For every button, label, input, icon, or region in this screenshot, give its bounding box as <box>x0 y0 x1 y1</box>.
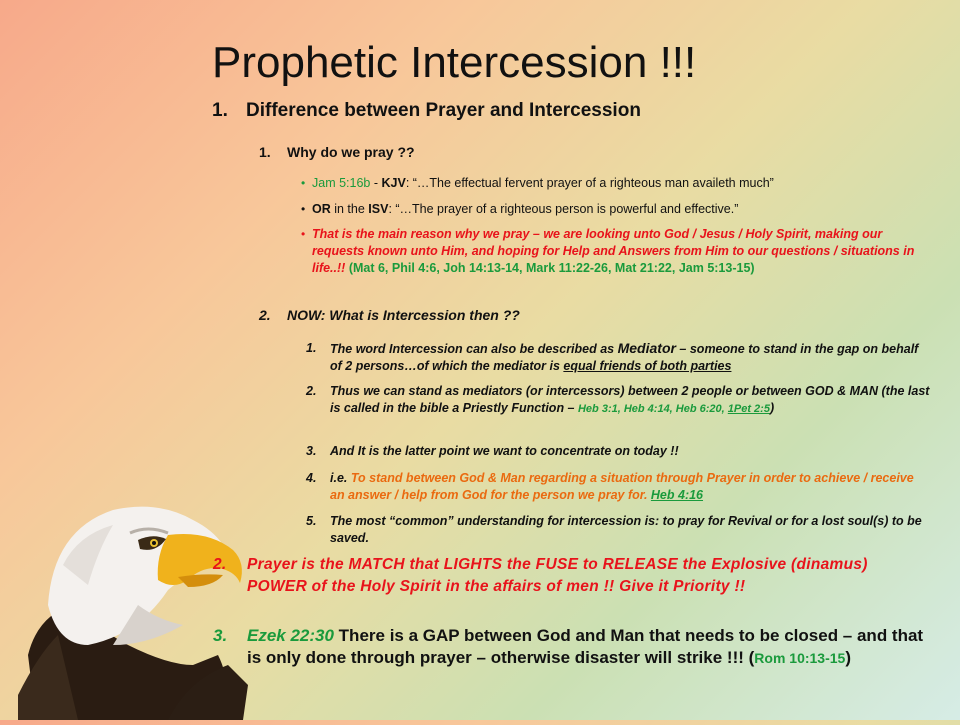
bullet-dot-icon: • <box>301 227 306 241</box>
quote-isv: : “…The prayer of a righteous person is powerful and effective.” <box>388 202 739 216</box>
item-number: 2. <box>213 556 227 573</box>
subheading-number: 1. <box>259 144 271 160</box>
pet-ref-link: 1Pet 2:5 <box>727 403 770 415</box>
list-text-cont: – someone to stand in the gap on behalf of 2 persons…of which the mediator is <box>330 342 919 373</box>
page-title: Prophetic Intercession !!! <box>212 38 697 87</box>
list-number: 5. <box>306 514 317 528</box>
list-text: Thus we can stand as mediators (or intercessors) between 2 people or between GOD & MAN (the last is called in the bible a Priestly Function – <box>330 384 930 415</box>
list-item-mediator <box>306 340 931 375</box>
stand-between-text: To stand between God & Man regarding a situation through Prayer in order to achieve / receive an answer / help from God for the person we pray for. <box>330 471 914 502</box>
list-item-common <box>306 513 931 547</box>
heb-refs: Heb 3:1, Heb 4:14, Heb 6:20, <box>577 403 728 415</box>
subheading-why-pray <box>259 144 415 160</box>
bullet-main-reason <box>301 226 924 277</box>
item-text: There is a GAP between God and Man that needs to be closed – and that is only done through prayer – otherwise disaster will strike !!! ( <box>247 626 924 667</box>
equal-friends-text: equal friends of both parties <box>563 359 732 373</box>
close-paren: ) <box>845 648 851 667</box>
bullet-jam <box>301 175 924 192</box>
item-number: 3. <box>213 626 228 645</box>
ie-text: i.e. <box>330 471 351 485</box>
item-ezek-gap <box>213 625 933 669</box>
close-paren: ) <box>769 401 775 415</box>
bullet-isv <box>301 201 924 218</box>
item-prayer-match <box>213 554 913 598</box>
subheading-number: 2. <box>259 307 271 323</box>
list-text: And It is the latter point we want to concentrate on today !! <box>330 444 679 458</box>
separator: - <box>370 176 382 190</box>
in-the: in the <box>330 202 369 216</box>
list-number: 4. <box>306 471 317 485</box>
quote-kjv: : “…The effectual fervent prayer of a righteous man availeth much” <box>405 176 774 190</box>
heb-ref-link: Heb 4:16 <box>650 488 704 502</box>
subheading-text: Why do we pray ?? <box>287 144 415 160</box>
bullet-dot-icon: • <box>301 202 306 216</box>
main-reason-refs: (Mat 6, Phil 4:6, Joh 14:13-14, Mark 11:22-26, Mat 21:22, Jam 5:13-15) <box>345 261 755 275</box>
heading-difference <box>212 100 641 122</box>
eagle-icon <box>18 495 248 720</box>
bullet-dot-icon: • <box>301 176 306 190</box>
list-number: 2. <box>306 384 317 398</box>
item-text: Prayer is the MATCH that LIGHTS the FUSE to RELEASE the Explosive (dinamus) POWER of the Holy Spirit in the affairs of men !! Give it Priority !! <box>247 556 868 595</box>
ref-jam: Jam 5:16b <box>312 176 371 190</box>
list-item-mediators <box>306 383 931 418</box>
or-word: OR <box>312 202 331 216</box>
version-kjv: KJV <box>381 176 406 190</box>
subheading-intercession <box>259 307 520 323</box>
eagle-image <box>18 495 248 725</box>
list-text: The most “common” understanding for intercession is: to pray for Revival or for a lost soul(s) to be saved. <box>330 514 922 545</box>
heading-number: 1. <box>212 100 228 121</box>
list-item-latter-point <box>306 443 931 460</box>
list-number: 1. <box>306 341 317 355</box>
list-text: The word Intercession can also be described as <box>330 342 618 356</box>
heading-text: Difference between Prayer and Intercession <box>246 100 641 121</box>
rom-ref: Rom 10:13-15 <box>754 650 846 666</box>
mediator-word: Mediator <box>617 340 676 356</box>
ezek-ref: Ezek 22:30 <box>247 626 334 645</box>
list-item-ie <box>306 470 931 504</box>
list-number: 3. <box>306 444 317 458</box>
main-reason-text: That is the main reason why we pray – we are looking unto God / Jesus / Holy Spirit, making our requests known unto Him, and hoping for Help and Answers from Him to our questions / situations in life..!! <box>312 227 915 275</box>
version-isv: ISV <box>368 202 389 216</box>
subheading-text: NOW: What is Intercession then ?? <box>287 307 520 323</box>
